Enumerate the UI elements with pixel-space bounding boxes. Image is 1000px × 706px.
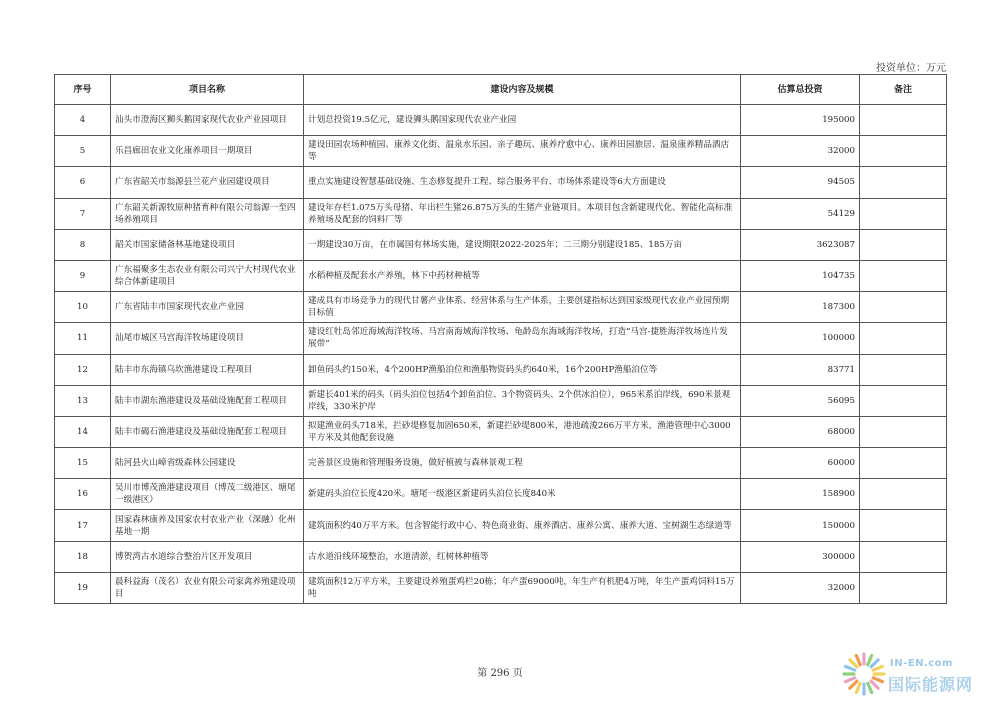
row-estimated-investment: 158900 [741, 479, 860, 510]
row-estimated-investment: 83771 [741, 354, 860, 385]
table-row [55, 479, 947, 510]
row-construction-content: 重点实施建设智慧基础设施、生态修复提升工程、综合服务平台、市场体系建设等6大方面建设 [304, 167, 741, 198]
row-project-name: 韶关市国家储备林基地建设项目 [111, 229, 304, 260]
row-serial-no: 13 [55, 385, 111, 416]
row-remark [860, 260, 947, 291]
row-project-name: 国家森林康养及国家农村农业产业（深融）化州基地一期 [111, 510, 304, 541]
row-remark [860, 572, 947, 603]
row-project-name: 汕尾市城区马宫海洋牧场建设项目 [111, 323, 304, 354]
row-construction-content: 计划总投资19.5亿元，建设狮头鹅国家现代农业产业园 [304, 105, 741, 136]
row-project-name: 汕头市澄海区狮头鹅国家现代农业产业园项目 [111, 105, 304, 136]
row-serial-no: 15 [55, 448, 111, 479]
row-remark [860, 229, 947, 260]
watermark-url: IN-EN.com [890, 658, 953, 669]
sun-ray [871, 681, 878, 688]
row-construction-content: 建设田园农场种植园、康养文化街、温泉水乐园、亲子趣玩、康养疗愈中心、康养田园旅居、温泉康养精品酒店等 [304, 136, 741, 167]
row-estimated-investment: 187300 [741, 292, 860, 323]
row-estimated-investment: 54129 [741, 198, 860, 229]
row-serial-no: 11 [55, 323, 111, 354]
row-remark [860, 354, 947, 385]
header-remark: 备注 [860, 75, 947, 105]
table-row [55, 416, 947, 447]
row-serial-no: 10 [55, 292, 111, 323]
row-estimated-investment: 100000 [741, 323, 860, 354]
row-remark [860, 510, 947, 541]
row-estimated-investment: 195000 [741, 105, 860, 136]
row-construction-content: 建筑面积12万平方米，主要建设养殖蛋鸡栏20栋；年产蛋69000吨，年生产有机肥4万吨，年生产蛋鸡饲料15万吨 [304, 572, 741, 603]
row-remark [860, 479, 947, 510]
row-construction-content: 建筑面积约40万平方米。包含智能行政中心、特色商业街、康养酒店、康养公寓、康养大道、宝树湖生态绿道等 [304, 510, 741, 541]
row-project-name: 晨科益海（茂名）农业有限公司家禽养殖建设项目 [111, 572, 304, 603]
row-construction-content: 拟建渔业码头718米，拦砂堤修复加固650米，新建拦砂堤800米，港池疏浚266万平方米，渔港管理中心3000平方米及其他配套设施 [304, 416, 741, 447]
row-construction-content: 新建长401米的码头（码头泊位包括4个卸鱼泊位、3个物资码头、2个供冰泊位），965米系泊岸线，690米景观岸线，330米护岸 [304, 385, 741, 416]
row-project-name: 陆河县火山嶂省级森林公园建设 [111, 448, 304, 479]
row-remark [860, 198, 947, 229]
table-row [55, 167, 947, 198]
row-serial-no: 7 [55, 198, 111, 229]
row-project-name: 陆丰市碣石渔港建设及基础设施配套工程项目 [111, 416, 304, 447]
row-construction-content: 一期建设30万亩，在市属国有林场实施，建设期限2022-2025年；二三期分别建设185、185万亩 [304, 229, 741, 260]
table-row [55, 136, 947, 167]
row-construction-content: 完善景区设施和管理服务设施，做好植被与森林景观工程 [304, 448, 741, 479]
watermark-site-name: 国际能源网 [888, 675, 974, 694]
sun-ray [846, 666, 855, 670]
row-serial-no: 19 [55, 572, 111, 603]
table-row [55, 448, 947, 479]
table-row [55, 510, 947, 541]
sun-ray [856, 656, 860, 665]
row-construction-content: 新建码头泊位长度420米。塘尾一级港区新建码头泊位长度840米 [304, 479, 741, 510]
table-row [55, 229, 947, 260]
row-remark [860, 541, 947, 572]
row-serial-no: 12 [55, 354, 111, 385]
row-construction-content: 建设年存栏1.075万头母猪、年出栏生猪26.875万头的生猪产业链项目。本项目包含新建现代化、智能化高标准养殖场及配套的饲料厂等 [304, 198, 741, 229]
row-serial-no: 6 [55, 167, 111, 198]
investment-unit-note: 投资单位：万元 [876, 63, 946, 74]
row-construction-content: 水稻种植及配套水产养殖，林下中药材种植等 [304, 260, 741, 291]
row-serial-no: 4 [55, 105, 111, 136]
row-project-name: 广东省陆丰市国家现代农业产业园 [111, 292, 304, 323]
row-estimated-investment: 94505 [741, 167, 860, 198]
row-project-name: 广东韶关新源牧原种猪育种有限公司翁源一至四场养殖项目 [111, 198, 304, 229]
row-remark [860, 385, 947, 416]
header-serial-no: 序号 [55, 75, 111, 105]
sun-ray [850, 660, 857, 667]
watermark-logo [842, 650, 992, 698]
row-estimated-investment: 32000 [741, 572, 860, 603]
row-estimated-investment: 68000 [741, 416, 860, 447]
table-row [55, 292, 947, 323]
page-number: 第 296 页 [477, 668, 523, 679]
row-project-name: 陆丰市湖东渔港建设及基础设施配套工程项目 [111, 385, 304, 416]
row-construction-content: 建设红牡岛邻近海域海洋牧场、马宫南海域海洋牧场、龟龄岛东海域海洋牧场，打造“马宫-捷胜海洋牧场连片发展带” [304, 323, 741, 354]
row-project-name: 陆丰市东海镇乌坎渔港建设工程项目 [111, 354, 304, 385]
table-body [55, 105, 947, 604]
table-row [55, 260, 947, 291]
row-serial-no: 5 [55, 136, 111, 167]
row-project-name: 乐昌廊田农业文化康养项目一期项目 [111, 136, 304, 167]
row-remark [860, 136, 947, 167]
header-project-name: 项目名称 [111, 75, 304, 105]
sun-ray [846, 678, 855, 682]
row-estimated-investment: 300000 [741, 541, 860, 572]
row-remark [860, 292, 947, 323]
row-remark [860, 105, 947, 136]
row-project-name: 博贺湾古水道综合整治片区开发项目 [111, 541, 304, 572]
sun-ray [873, 666, 882, 670]
sun-ray [868, 656, 872, 665]
sun-ray [871, 660, 878, 667]
row-serial-no: 16 [55, 479, 111, 510]
header-construction-content: 建设内容及规模 [304, 75, 741, 105]
row-construction-content: 卸鱼码头约150米，4个200HP渔船泊位和渔船物资码头约640米，16个200HP渔船泊位等 [304, 354, 741, 385]
row-construction-content: 古水道沿线环境整治，水道清淤，红树林种植等 [304, 541, 741, 572]
row-serial-no: 14 [55, 416, 111, 447]
row-project-name: 广东省韶关市翁源县兰花产业园建设项目 [111, 167, 304, 198]
row-estimated-investment: 150000 [741, 510, 860, 541]
row-estimated-investment: 3623087 [741, 229, 860, 260]
table-row [55, 385, 947, 416]
row-project-name: 吴川市博茂渔港建设项目（博茂二级港区、塘尾一级港区） [111, 479, 304, 510]
row-remark [860, 323, 947, 354]
header-estimated-investment: 估算总投资 [741, 75, 860, 105]
table-row [55, 198, 947, 229]
table-row [55, 323, 947, 354]
sun-ray [850, 681, 857, 688]
sun-ray [868, 683, 872, 692]
table-row [55, 354, 947, 385]
table-row [55, 105, 947, 136]
row-serial-no: 8 [55, 229, 111, 260]
projects-table [54, 74, 947, 604]
row-construction-content: 建成具有市场竞争力的现代甘薯产业体系、经营体系与生产体系，主要创建指标达到国家级现代农业产业园预期目标值 [304, 292, 741, 323]
row-estimated-investment: 60000 [741, 448, 860, 479]
table-row [55, 572, 947, 603]
sun-logo-icon [842, 652, 886, 696]
table-row [55, 541, 947, 572]
table-header-row [55, 75, 947, 105]
row-remark [860, 448, 947, 479]
row-serial-no: 9 [55, 260, 111, 291]
row-estimated-investment: 104735 [741, 260, 860, 291]
row-serial-no: 17 [55, 510, 111, 541]
row-project-name: 广东福聚多生态农业有限公司兴宁大村现代农业综合体新建项目 [111, 260, 304, 291]
row-estimated-investment: 32000 [741, 136, 860, 167]
row-remark [860, 416, 947, 447]
row-serial-no: 18 [55, 541, 111, 572]
row-estimated-investment: 56095 [741, 385, 860, 416]
sun-ray [873, 678, 882, 682]
sun-ray [856, 683, 860, 692]
row-remark [860, 167, 947, 198]
